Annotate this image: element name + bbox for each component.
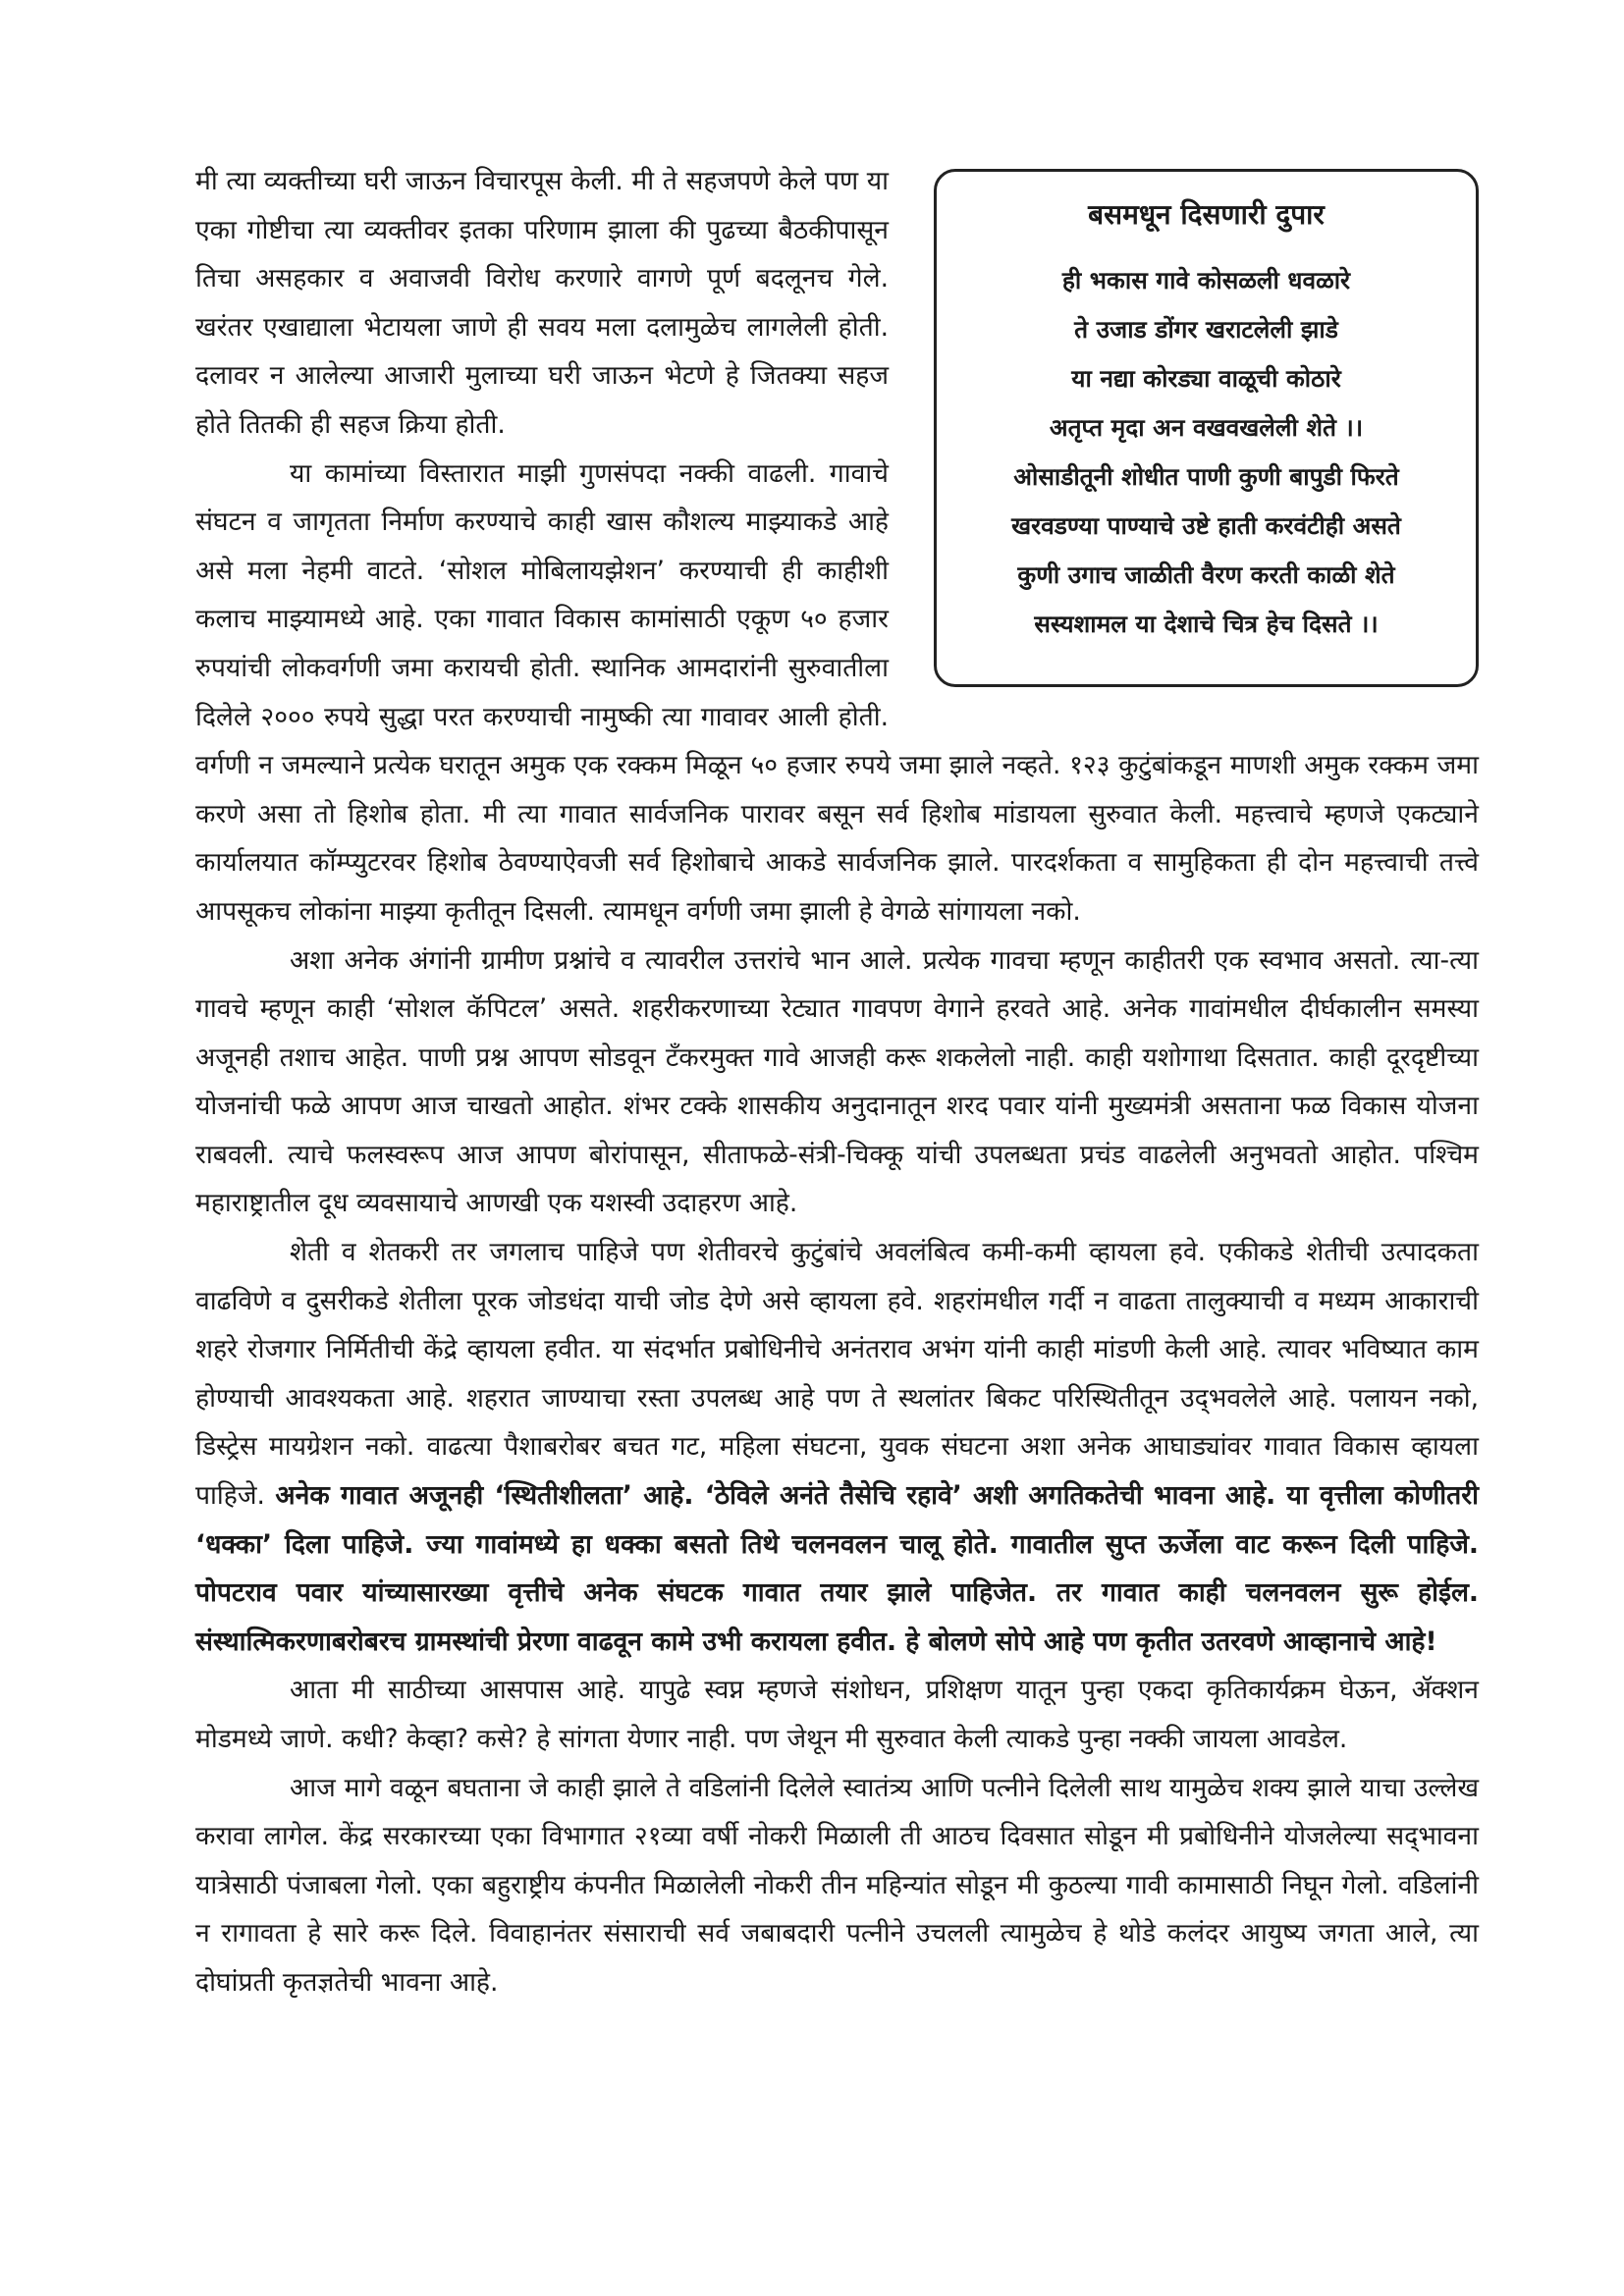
article-body bbox=[195, 157, 1479, 2007]
paragraph-social-mobilization: या कामांच्या विस्तारात माझी गुणसंपदा नक्की वाढली. गावाचे संघटन व जागृतता निर्माण करण्याचे काही खास कौशल्य माझ्याकडे आहे असे मला नेहमी वाटते. ‘सोशल मोबिलायझेशन’ करण्याची ही काहीशी कलाच माझ्यामध्ये आहे. एका गावात विकास कामांसाठी एकूण ५० हजार रुपयांची लोकवर्गणी जमा करायची होती. स्थानिक आमदारांनी सुरुवातीला दिलेले २००० रुपये सुद्धा परत करण्याची नामुष्की त्या गावावर आली होती. वर्गणी न जमल्याने प्रत्येक घरातून अमुक एक रक्कम मिळून ५० हजार रुपये जमा झाले नव्हते. १२३ कुटुंबांकडून माणशी अमुक रक्कम जमा करणे असा तो हिशोब होता. मी त्या गावात सार्वजनिक पारावर बसून सर्व हिशोब मांडायला सुरुवात केली. महत्त्वाचे म्हणजे एकट्याने कार्यालयात कॉम्प्युटरवर हिशोब ठेवण्याऐवजी सर्व हिशोबाचे आकडे सार्वजनिक झाले. पारदर्शकता व सामुहिकता ही दोन महत्त्वाची तत्त्वे आपसूकच लोकांना माझ्या कृतीतून दिसली. त्यामधून वर्गणी जमा झाली हे वेगळे सांगायला नको. bbox=[195, 457, 1479, 927]
poem-line: ओसाडीतूनी शोधीत पाणी कुणी बापुडी फिरते bbox=[1013, 462, 1399, 491]
poem-line: ही भकास गावे कोसळली धवळारे bbox=[1061, 266, 1351, 294]
poem-title: बसमधून दिसणारी दुपार bbox=[1088, 198, 1325, 231]
poem-line: खरवडण्या पाण्याचे उष्टे हाती करवंटीही असते bbox=[1011, 511, 1401, 540]
paragraph-rural-questions: अशा अनेक अंगांनी ग्रामीण प्रश्नांचे व त्यावरील उत्तरांचे भान आले. प्रत्येक गावचा म्हणून काहीतरी एक स्वभाव असतो. त्या-त्या गावचे म्हणून काही ‘सोशल कॅपिटल’ असते. शहरीकरणाच्या रेट्यात गावपण वेगाने हरवते आहे. अनेक गावांमधील दीर्घकालीन समस्या अजूनही तशाच आहेत. पाणी प्रश्न आपण सोडवून टँकरमुक्त गावे आजही करू शकलेलो नाही. काही यशोगाथा दिसतात. काही दूरदृष्टीच्या योजनांची फळे आपण आज चाखतो आहोत. शंभर टक्के शासकीय अनुदानातून शरद पवार यांनी मुख्यमंत्री असताना फळ विकास योजना राबवली. त्याचे फलस्वरूप आज आपण बोरांपासून, सीताफळे-संत्री-चिक्कू यांची उपलब्धता प्रचंड वाढलेली अनुभवतो आहोत. पश्चिम महाराष्ट्रातील दूध व्यवसायाचे आणखी एक यशस्वी उदाहरण आहे. bbox=[195, 944, 1479, 1219]
paragraph-future-plans: आता मी साठीच्या आसपास आहे. यापुढे स्वप्न म्हणजे संशोधन, प्रशिक्षण यातून पुन्हा एकदा कृतिकार्यक्रम घेऊन, ॲक्शन मोडमध्ये जाणे. कधी? केव्हा? कसे? हे सांगता येणार नाही. पण जेथून मी सुरुवात केली त्याकडे पुन्हा नक्की जायला आवडेल. bbox=[195, 1675, 1479, 1754]
poem-line: कुणी उगाच जाळीती वैरण करती काळी शेते bbox=[1017, 561, 1395, 589]
poem-line: सस्यशामल या देशाचे चित्र हेच दिसते ।। bbox=[1034, 610, 1379, 638]
agriculture-bold-text: अनेक गावात अजूनही ‘स्थितीशीलता’ आहे. ‘ठेविले अनंते तैसेचि रहावे’ अशी अगतिकतेची भावना आहे. या वृत्तीला कोणीतरी ‘धक्का’ दिला पाहिजे. ज्या गावांमध्ये हा धक्का बसतो तिथे चलनवलन चालू होते. गावातील सुप्त ऊर्जेला वाट करून दिली पाहिजे. पोपटराव पवार यांच्यासारख्या वृत्तीचे अनेक संघटक गावात तयार झाले पाहिजेत. तर गावात काही चलनवलन सुरू होईल. संस्थात्मिकरणाबरोबरच ग्रामस्थांची प्रेरणा वाढवून कामे उभी करायला हवीत. हे बोलणे सोपे आहे पण कृतीत उतरवणे आव्हानाचे आहे! bbox=[195, 1480, 1479, 1657]
poem-box bbox=[934, 169, 1479, 687]
paragraph-home-visit: मी त्या व्यक्तीच्या घरी जाऊन विचारपूस केली. मी ते सहजपणे केले पण या एका गोष्टीचा त्या व्यक्तीवर इतका परिणाम झाला की पुढच्या बैठकीपासून तिचा असहकार व अवाजवी विरोध करणारे वागणे पूर्ण बदलूनच गेले. खरंतर एखाद्याला भेटायला जाणे ही सवय मला दलामुळेच लागलेली होती. दलावर न आलेल्या आजारी मुलाच्या घरी जाऊन भेटणे हे जितक्या सहज होते तितकी ही सहज क्रिया होती. bbox=[195, 166, 889, 440]
paragraph-agriculture bbox=[195, 1228, 1479, 1666]
poem-line: या नद्या कोरड्या वाळूची कोठारे bbox=[1071, 364, 1341, 393]
paragraph-gratitude: आज मागे वळून बघताना जे काही झाले ते वडिलांनी दिलेले स्वातंत्र्य आणि पत्नीने दिलेली साथ यामुळेच शक्य झाले याचा उल्लेख करावा लागेल. केंद्र सरकारच्या एका विभागात २१व्या वर्षी नोकरी मिळाली ती आठच दिवसात सोडून मी प्रबोधिनीने योजलेल्या सद्‌भावना यात्रेसाठी पंजाबला गेलो. एका बहुराष्ट्रीय कंपनीत मिळालेली नोकरी तीन महिन्यांत सोडून मी कुठल्या गावी कामासाठी निघून गेलो. वडिलांनी न रागावता हे सारे करू दिले. विवाहानंतर संसाराची सर्व जबाबदारी पत्नीने उचलली त्यामुळेच हे थोडे कलंदर आयुष्य जगता आले, त्या दोघांप्रती कृतज्ञतेची भावना आहे. bbox=[195, 1772, 1479, 1998]
agriculture-text: शेती व शेतकरी तर जगलाच पाहिजे पण शेतीवरचे कुटुंबांचे अवलंबित्व कमी-कमी व्हायला हवे. एकीकडे शेतीची उत्पादकता वाढविणे व दुसरीकडे शेतीला पूरक जोडधंदा याची जोड देणे असे व्हायला हवे. शहरांमधील गर्दी न वाढता तालुक्याची व मध्यम आकाराची शहरे रोजगार निर्मितीची केंद्रे व्हायला हवीत. या संदर्भात प्रबोधिनीचे अनंतराव अभंग यांनी काही मांडणी केली आहे. त्यावर भविष्यात काम होण्याची आवश्यकता आहे. शहरात जाण्याचा रस्ता उपलब्ध आहे पण ते स्थलांतर बिकट परिस्थितीतून उद्‌भवलेले आहे. पलायन नको, डिस्ट्रेस मायग्रेशन नको. वाढत्या पैशाबरोबर बचत गट, महिला संघटना, युवक संघटना अशा अनेक आघाड्यांवर गावात विकास व्हायला पाहिजे. bbox=[195, 1237, 1479, 1512]
poem-line: ते उजाड डोंगर खराटलेली झाडे bbox=[1074, 315, 1338, 344]
poem-line: अतृप्त मृदा अन वखवखलेली शेते ।। bbox=[1049, 413, 1364, 442]
